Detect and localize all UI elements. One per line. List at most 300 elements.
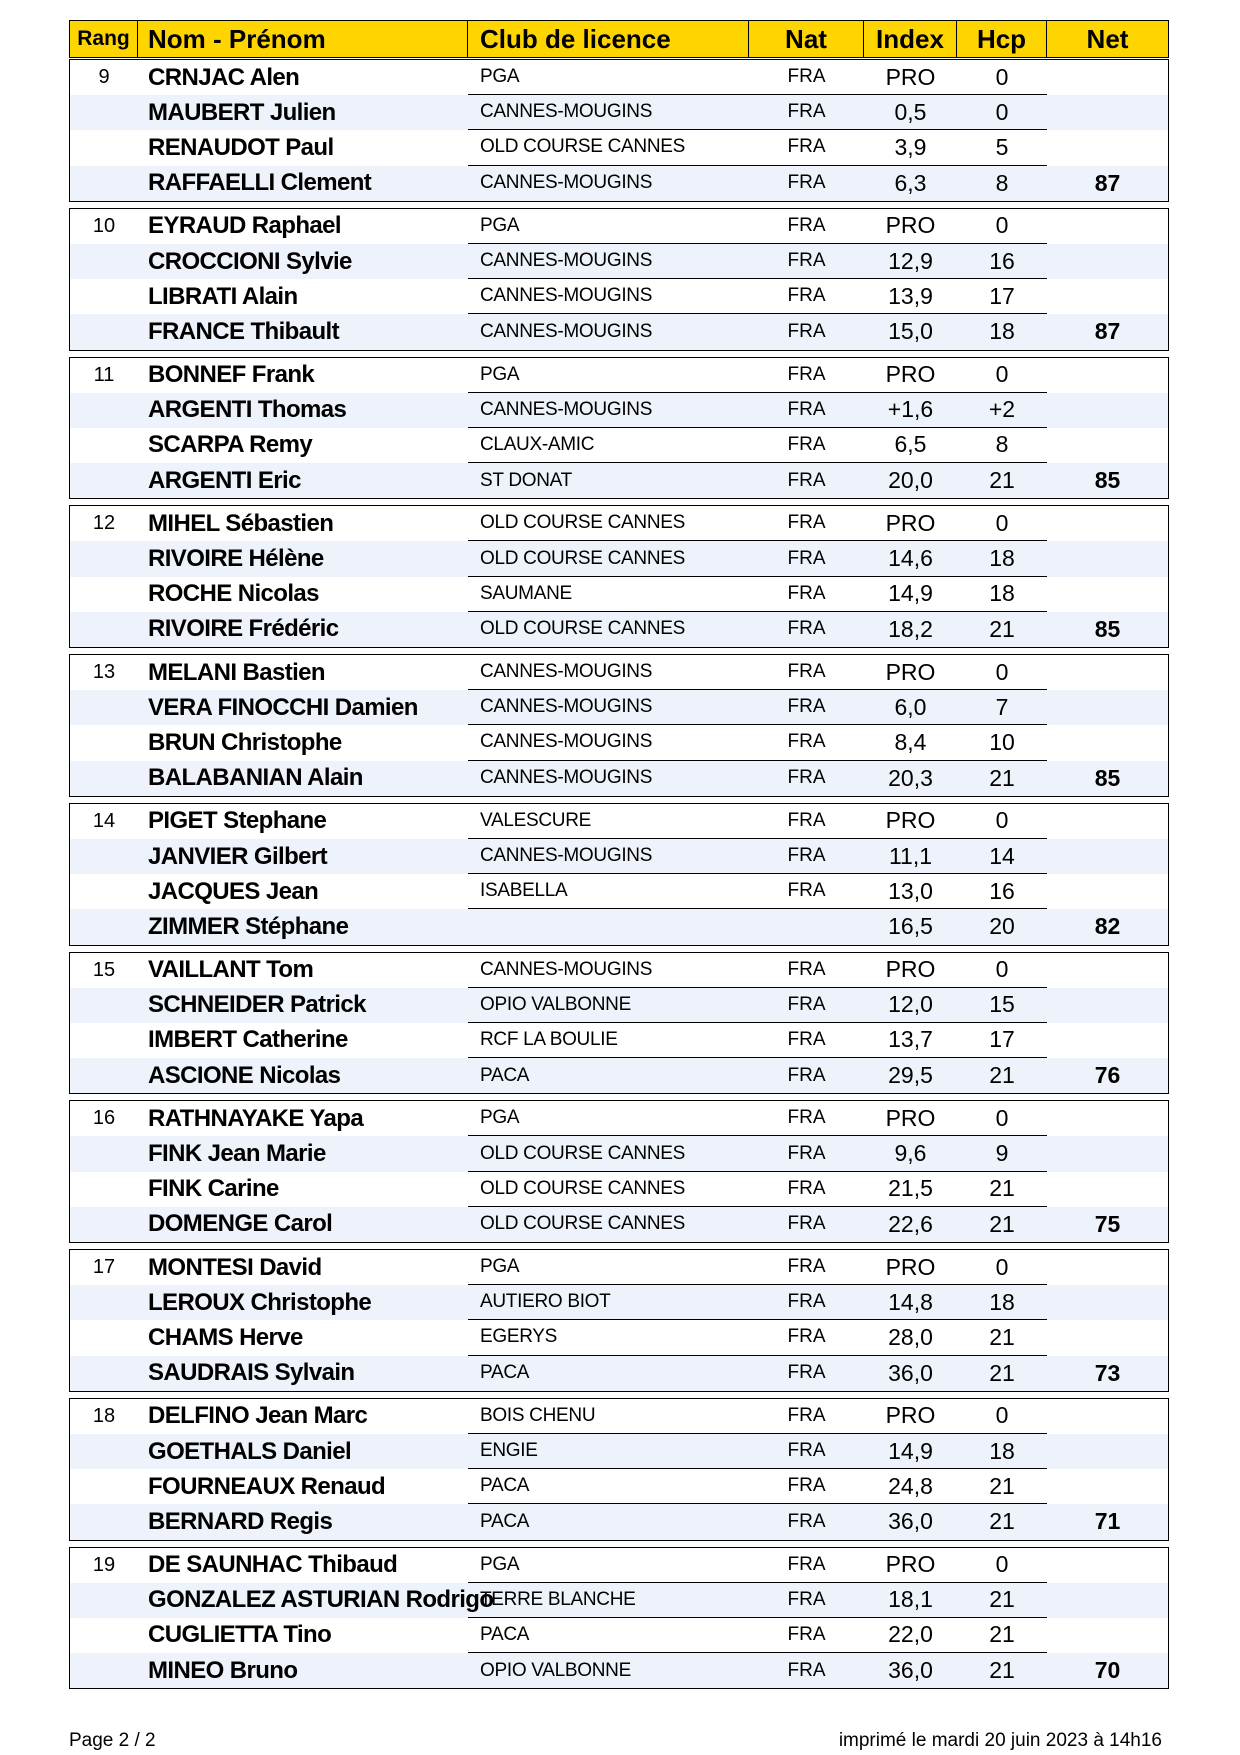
nationality-cell: FRA [749, 577, 864, 612]
nationality-cell: FRA [787, 1510, 826, 1532]
rank-cell: 14 [92, 809, 116, 832]
player-name: ASCIONE Nicolas [148, 1061, 341, 1089]
player-row [70, 909, 1168, 944]
nationality-cell: FRA [749, 209, 864, 244]
rank-cell [70, 1356, 138, 1391]
rank-cell: 12 [92, 512, 116, 535]
player-name: JANVIER Gilbert [148, 842, 328, 870]
nationality-cell: FRA [749, 1172, 864, 1207]
net-score-cell [1047, 874, 1168, 909]
handicap-cell: 7 [957, 690, 1047, 725]
rank-cell [70, 988, 138, 1023]
net-score-cell: 87 [1094, 169, 1121, 196]
net-score-cell [1047, 244, 1168, 279]
net-score-cell [1047, 1250, 1168, 1285]
handicap-cell: 21 [989, 1657, 1015, 1684]
nationality-cell: FRA [749, 1618, 864, 1653]
club-cell: CANNES-MOUGINS [480, 320, 653, 342]
index-cell: 20,3 [888, 764, 933, 791]
index-cell: PRO [864, 655, 957, 690]
index-cell: 12,0 [864, 988, 957, 1023]
net-score-cell [1047, 1583, 1168, 1618]
player-name: IMBERT Catherine [148, 1026, 348, 1054]
player-row [70, 1250, 1168, 1285]
handicap-cell: 16 [957, 874, 1047, 909]
index-cell: PRO [864, 953, 957, 988]
club-cell: PGA [468, 60, 749, 95]
net-score-cell [1047, 541, 1168, 576]
index-cell: 13,0 [864, 874, 957, 909]
rank-cell: 10 [92, 214, 116, 237]
club-cell: PACA [480, 1510, 530, 1532]
handicap-cell: 21 [989, 1062, 1015, 1089]
handicap-cell: 8 [957, 428, 1047, 463]
print-date: imprimé le mardi 20 juin 2023 à 14h16 [838, 1730, 1162, 1751]
index-cell: 22,0 [864, 1618, 957, 1653]
index-cell: 3,9 [864, 130, 957, 165]
player-name: ROCHE Nicolas [148, 580, 319, 608]
handicap-cell: 0 [957, 95, 1047, 130]
rank-cell [70, 166, 138, 201]
nationality-cell: FRA [749, 1250, 864, 1285]
rank-cell [70, 1434, 138, 1469]
handicap-cell: 21 [989, 1359, 1015, 1386]
nationality-cell: FRA [787, 1064, 826, 1086]
index-cell: 29,5 [888, 1062, 933, 1089]
club-cell: CANNES-MOUGINS [480, 767, 653, 789]
index-cell: PRO [864, 804, 957, 839]
index-cell: 36,0 [888, 1508, 933, 1535]
net-score-cell [1047, 1023, 1168, 1058]
net-score-cell [1047, 1434, 1168, 1469]
team-group [69, 1547, 1169, 1690]
handicap-cell: 0 [957, 655, 1047, 690]
player-name: DELFINO Jean Marc [148, 1402, 368, 1430]
player-name: RIVOIRE Frédéric [148, 615, 339, 643]
player-row [70, 1504, 1168, 1539]
nationality-cell: FRA [749, 1320, 864, 1355]
handicap-cell: 18 [957, 541, 1047, 576]
handicap-cell: 10 [957, 725, 1047, 760]
rank-cell [70, 1469, 138, 1504]
net-score-cell [1047, 279, 1168, 314]
index-cell: 20,0 [888, 467, 933, 494]
results-sheet [69, 20, 1169, 1695]
club-cell: PACA [468, 1618, 749, 1653]
team-group [69, 208, 1169, 351]
player-row [70, 1356, 1168, 1391]
nationality-cell: FRA [749, 1548, 864, 1583]
player-name: DE SAUNHAC Thibaud [148, 1551, 398, 1579]
club-cell: PACA [480, 1362, 530, 1384]
handicap-cell: 15 [957, 988, 1047, 1023]
net-score-cell: 85 [1094, 467, 1121, 494]
net-score-cell [1047, 209, 1168, 244]
player-row [70, 506, 1168, 541]
club-cell: OLD COURSE CANNES [468, 130, 749, 165]
header-nat: Nat [749, 21, 864, 57]
rank-cell [70, 1320, 138, 1355]
player-name: LEROUX Christophe [148, 1288, 372, 1316]
handicap-cell: 0 [957, 1101, 1047, 1136]
header-index: Index [864, 21, 957, 57]
player-row [70, 1320, 1168, 1355]
handicap-cell: 21 [957, 1618, 1047, 1653]
club-cell: BOIS CHENU [468, 1399, 749, 1434]
handicap-cell: 8 [995, 169, 1009, 196]
index-cell: 14,8 [864, 1285, 957, 1320]
player-row [70, 690, 1168, 725]
rank-cell: 13 [92, 661, 116, 684]
rank-cell: 15 [92, 958, 116, 981]
index-cell: 24,8 [864, 1469, 957, 1504]
club-cell: PACA [468, 1469, 749, 1504]
player-row [70, 1285, 1168, 1320]
player-row [70, 1207, 1168, 1242]
index-cell: 6,5 [864, 428, 957, 463]
rank-cell: 16 [92, 1107, 116, 1130]
rank-cell: 19 [92, 1553, 116, 1576]
handicap-cell: 0 [957, 804, 1047, 839]
nationality-cell: FRA [787, 1213, 826, 1235]
club-cell: OPIO VALBONNE [468, 988, 749, 1023]
handicap-cell: 21 [957, 1583, 1047, 1618]
player-row [70, 577, 1168, 612]
nationality-cell: FRA [749, 428, 864, 463]
index-cell: PRO [864, 209, 957, 244]
club-cell: CANNES-MOUGINS [468, 279, 749, 314]
player-name: DOMENGE Carol [148, 1210, 333, 1238]
team-group [69, 654, 1169, 797]
team-group [69, 952, 1169, 1095]
handicap-cell: 0 [957, 358, 1047, 393]
nationality-cell: FRA [749, 988, 864, 1023]
nationality-cell: FRA [787, 469, 826, 491]
team-groups [69, 59, 1169, 1689]
index-cell: 11,1 [864, 839, 957, 874]
handicap-cell: +2 [957, 393, 1047, 428]
nationality-cell: FRA [749, 953, 864, 988]
nationality-cell: FRA [749, 839, 864, 874]
rank-cell [70, 761, 138, 796]
player-row [70, 1618, 1168, 1653]
handicap-cell: 16 [957, 244, 1047, 279]
index-cell: +1,6 [864, 393, 957, 428]
net-score-cell [1047, 655, 1168, 690]
handicap-cell: 0 [957, 209, 1047, 244]
player-row [70, 130, 1168, 165]
player-row [70, 761, 1168, 796]
club-cell: PGA [468, 209, 749, 244]
rank-cell [70, 95, 138, 130]
net-score-cell [1047, 358, 1168, 393]
nationality-cell: FRA [749, 130, 864, 165]
player-name: GOETHALS Daniel [148, 1437, 352, 1465]
player-row [70, 725, 1168, 760]
player-row [70, 393, 1168, 428]
handicap-cell: 21 [957, 1320, 1047, 1355]
rank-cell [70, 1618, 138, 1653]
rank-cell [70, 839, 138, 874]
player-row [70, 1058, 1168, 1093]
nationality-cell: FRA [749, 725, 864, 760]
handicap-cell: 18 [957, 577, 1047, 612]
header-rang: Rang [70, 21, 138, 57]
rank-cell [70, 577, 138, 612]
rank-cell [70, 314, 138, 349]
club-cell: CANNES-MOUGINS [480, 172, 653, 194]
rank-cell [70, 244, 138, 279]
nationality-cell: FRA [749, 1399, 864, 1434]
nationality-cell: FRA [749, 393, 864, 428]
net-score-cell [1047, 1399, 1168, 1434]
index-cell: 21,5 [864, 1172, 957, 1207]
handicap-cell: 18 [957, 1434, 1047, 1469]
rank-cell [70, 541, 138, 576]
club-cell: CANNES-MOUGINS [468, 95, 749, 130]
rank-cell [70, 130, 138, 165]
index-cell: 16,5 [888, 913, 933, 940]
rank-cell: 17 [92, 1256, 116, 1279]
team-group [69, 1249, 1169, 1392]
player-name: JACQUES Jean [148, 877, 319, 905]
handicap-cell: 21 [989, 764, 1015, 791]
page-number: Page 2 / 2 [69, 1730, 156, 1751]
nationality-cell: FRA [787, 172, 826, 194]
index-cell: PRO [864, 1101, 957, 1136]
header-hcp: Hcp [957, 21, 1047, 57]
player-name: LIBRATI Alain [148, 282, 298, 310]
handicap-cell: 17 [957, 1023, 1047, 1058]
nationality-cell: FRA [749, 358, 864, 393]
player-row [70, 314, 1168, 349]
player-name: ARGENTI Thomas [148, 396, 347, 424]
player-row [70, 1023, 1168, 1058]
index-cell: 13,9 [864, 279, 957, 314]
player-row [70, 839, 1168, 874]
player-name: RATHNAYAKE Yapa [148, 1104, 364, 1132]
handicap-cell: 21 [989, 1508, 1015, 1535]
index-cell: 12,9 [864, 244, 957, 279]
rank-cell [70, 1136, 138, 1171]
net-score-cell: 71 [1094, 1508, 1121, 1535]
rank-cell [70, 1504, 138, 1539]
net-score-cell [1047, 1618, 1168, 1653]
player-name: FRANCE Thibault [148, 317, 339, 345]
handicap-cell: 21 [957, 1469, 1047, 1504]
club-cell: VALESCURE [468, 804, 749, 839]
player-name: MINEO Bruno [148, 1656, 298, 1684]
net-score-cell [1047, 130, 1168, 165]
header-net: Net [1086, 23, 1129, 54]
net-score-cell: 76 [1094, 1062, 1121, 1089]
player-row [70, 612, 1168, 647]
handicap-cell: 5 [957, 130, 1047, 165]
club-cell: ISABELLA [468, 874, 749, 909]
player-name: EYRAUD Raphael [148, 212, 341, 240]
club-cell: RCF LA BOULIE [468, 1023, 749, 1058]
player-name: MELANI Bastien [148, 658, 325, 686]
player-name: ARGENTI Eric [148, 466, 301, 494]
club-cell: OLD COURSE CANNES [468, 1136, 749, 1171]
club-cell: CANNES-MOUGINS [468, 690, 749, 725]
index-cell: 18,2 [888, 615, 933, 642]
player-row [70, 988, 1168, 1023]
team-group [69, 1398, 1169, 1541]
club-cell: PGA [468, 1250, 749, 1285]
club-cell: PGA [468, 358, 749, 393]
rank-cell [70, 393, 138, 428]
player-name: MONTESI David [148, 1253, 322, 1281]
nationality-cell: FRA [749, 60, 864, 95]
club-cell: PACA [480, 1064, 530, 1086]
player-row [70, 1136, 1168, 1171]
net-score-cell [1047, 1285, 1168, 1320]
net-score-cell [1047, 690, 1168, 725]
player-name: MIHEL Sébastien [148, 509, 334, 537]
handicap-cell: 0 [957, 1399, 1047, 1434]
net-score-cell [1047, 428, 1168, 463]
index-cell: 14,9 [864, 1434, 957, 1469]
handicap-cell: 0 [957, 1548, 1047, 1583]
player-name: BERNARD Regis [148, 1507, 333, 1535]
player-name: GONZALEZ ASTURIAN Rodrigo [148, 1586, 494, 1614]
handicap-cell: 20 [989, 913, 1015, 940]
player-row [70, 655, 1168, 690]
header-name: Nom - Prénom [138, 21, 468, 57]
nationality-cell: FRA [749, 1583, 864, 1618]
handicap-cell: 18 [957, 1285, 1047, 1320]
player-row [70, 209, 1168, 244]
nationality-cell: FRA [787, 320, 826, 342]
rank-cell [70, 463, 138, 498]
net-score-cell [1047, 1548, 1168, 1583]
player-row [70, 541, 1168, 576]
net-score-cell [1047, 725, 1168, 760]
player-name: SAUDRAIS Sylvain [148, 1359, 355, 1387]
handicap-cell: 14 [957, 839, 1047, 874]
rank-cell [70, 1285, 138, 1320]
nationality-cell: FRA [749, 874, 864, 909]
index-cell: 8,4 [864, 725, 957, 760]
index-cell: 15,0 [888, 318, 933, 345]
player-row [70, 1399, 1168, 1434]
nationality-cell: FRA [749, 1434, 864, 1469]
club-cell: OLD COURSE CANNES [480, 618, 685, 640]
player-row [70, 244, 1168, 279]
player-name: BRUN Christophe [148, 728, 342, 756]
nationality-cell: FRA [749, 1285, 864, 1320]
team-group [69, 505, 1169, 648]
player-name: VAILLANT Tom [148, 956, 314, 984]
player-row [70, 95, 1168, 130]
net-score-cell: 70 [1094, 1657, 1121, 1684]
rank-cell [70, 874, 138, 909]
net-score-cell [1047, 953, 1168, 988]
rank-cell [70, 690, 138, 725]
club-cell: TERRE BLANCHE [468, 1583, 749, 1618]
club-cell: SAUMANE [468, 577, 749, 612]
net-score-cell [1047, 393, 1168, 428]
net-score-cell: 75 [1094, 1210, 1121, 1237]
club-cell: CANNES-MOUGINS [468, 244, 749, 279]
rank-cell [70, 725, 138, 760]
club-cell: OLD COURSE CANNES [480, 1213, 685, 1235]
handicap-cell: 9 [957, 1136, 1047, 1171]
rank-cell: 18 [92, 1404, 116, 1427]
net-score-cell [1047, 506, 1168, 541]
rank-cell [70, 1023, 138, 1058]
net-score-cell [1047, 1101, 1168, 1136]
team-group [69, 59, 1169, 202]
player-name: CRNJAC Alen [148, 63, 300, 91]
handicap-cell: 17 [957, 279, 1047, 314]
index-cell: PRO [864, 358, 957, 393]
net-score-cell [1047, 577, 1168, 612]
club-cell: CANNES-MOUGINS [468, 839, 749, 874]
club-cell: PGA [468, 1101, 749, 1136]
team-group [69, 1100, 1169, 1243]
index-cell: 36,0 [888, 1359, 933, 1386]
rank-cell [70, 1207, 138, 1242]
club-cell [468, 909, 749, 944]
handicap-cell: 0 [957, 60, 1047, 95]
index-cell: 18,1 [864, 1583, 957, 1618]
player-name: BONNEF Frank [148, 361, 315, 389]
index-cell: 0,5 [864, 95, 957, 130]
player-name: VERA FINOCCHI Damien [148, 693, 418, 721]
club-cell: CANNES-MOUGINS [468, 393, 749, 428]
club-cell: CANNES-MOUGINS [468, 725, 749, 760]
player-name: CROCCIONI Sylvie [148, 247, 352, 275]
player-row [70, 1469, 1168, 1504]
player-name: PIGET Stephane [148, 807, 327, 835]
net-score-cell [1047, 988, 1168, 1023]
club-cell: PGA [468, 1548, 749, 1583]
index-cell: PRO [864, 1399, 957, 1434]
handicap-cell: 0 [957, 1250, 1047, 1285]
nationality-cell [749, 909, 864, 944]
net-score-cell [1047, 1136, 1168, 1171]
nationality-cell: FRA [787, 767, 826, 789]
club-cell: OPIO VALBONNE [480, 1659, 631, 1681]
index-cell: 6,0 [864, 690, 957, 725]
index-cell: 28,0 [864, 1320, 957, 1355]
club-cell: OLD COURSE CANNES [468, 541, 749, 576]
net-score-cell [1047, 60, 1168, 95]
index-cell: 14,9 [864, 577, 957, 612]
nationality-cell: FRA [749, 804, 864, 839]
player-name: MAUBERT Julien [148, 98, 336, 126]
player-name: SCARPA Remy [148, 431, 313, 459]
index-cell: 14,6 [864, 541, 957, 576]
nationality-cell: FRA [749, 1469, 864, 1504]
player-row [70, 428, 1168, 463]
nationality-cell: FRA [749, 95, 864, 130]
player-name: RAFFAELLI Clement [148, 169, 372, 197]
handicap-cell: 0 [957, 506, 1047, 541]
nationality-cell: FRA [749, 279, 864, 314]
player-name: FINK Carine [148, 1175, 279, 1203]
index-cell: PRO [864, 1250, 957, 1285]
index-cell: 22,6 [888, 1210, 933, 1237]
index-cell: 9,6 [864, 1136, 957, 1171]
net-score-cell [1047, 95, 1168, 130]
table-header [69, 20, 1169, 58]
header-club: Club de licence [468, 21, 749, 57]
player-row [70, 60, 1168, 95]
nationality-cell: FRA [749, 1101, 864, 1136]
